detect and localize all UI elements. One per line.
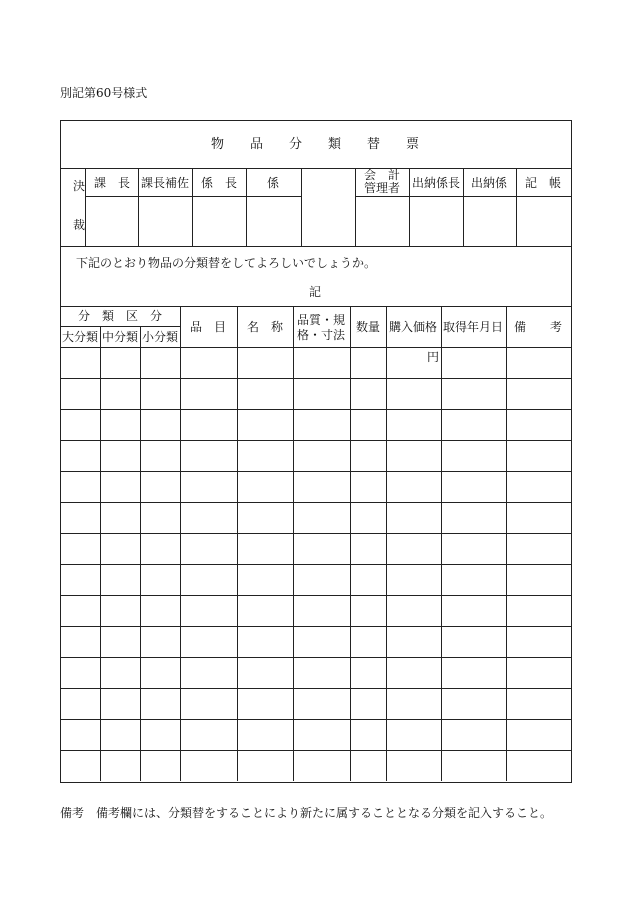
price-header: 購入価格 — [388, 320, 438, 334]
table-row-line — [60, 750, 572, 751]
table-row-line — [60, 533, 572, 534]
approval-header-kicho: 記 帳 — [524, 176, 562, 190]
approval-bottom-line — [60, 246, 572, 247]
title-divider — [60, 168, 572, 169]
major-category-header: 大分類 — [61, 330, 99, 344]
left-approval-col-line — [246, 168, 247, 246]
table-row-line — [60, 378, 572, 379]
form-frame — [60, 120, 572, 783]
category-header: 分 類 区 分 — [77, 309, 163, 323]
approval-header-kaikei-line2: 管理者 — [363, 181, 401, 195]
table-row-line — [60, 440, 572, 441]
minor-category-header: 小分類 — [141, 330, 179, 344]
form-title: 物 品 分 類 替 票 — [210, 137, 420, 152]
quality-header-line1: 品質・規 — [296, 313, 346, 327]
approval-label-divider — [85, 168, 86, 246]
approval-header-suitokakari: 出納係 — [470, 176, 508, 190]
acquired-date-header: 取得年月日 — [442, 320, 504, 334]
ketsu-label: 決 — [73, 179, 86, 193]
table-row-line — [60, 564, 572, 565]
approval-header-suitokakaricho: 出納係長 — [411, 176, 461, 190]
table-row-line — [60, 409, 572, 410]
approval-header-kaikei-line1: 会 計 — [363, 168, 401, 182]
ki-label: 記 — [308, 285, 322, 299]
approval-header-kakaricho: 係 長 — [200, 176, 238, 190]
table-row-line — [60, 595, 572, 596]
yen-unit: 円 — [427, 350, 440, 364]
form-number: 別記第60号様式 — [60, 86, 148, 100]
right-approval-col-line — [463, 168, 464, 246]
table-row-line — [60, 502, 572, 503]
sai-label: 裁 — [73, 218, 86, 232]
item-header: 品 目 — [189, 320, 227, 334]
left-approval-col-line — [192, 168, 193, 246]
name-header: 名 称 — [246, 320, 284, 334]
left-approval-col-line — [138, 168, 139, 246]
table-row-line — [60, 657, 572, 658]
table-col-line — [100, 326, 101, 781]
quantity-header: 数量 — [355, 320, 381, 334]
approval-header-kacho: 課 長 — [93, 176, 131, 190]
footnote: 備考 備考欄には、分類替をすることにより新たに属することとなる分類を記入すること。 — [60, 806, 553, 820]
table-row-line — [60, 719, 572, 720]
left-approval-col-line — [301, 168, 302, 246]
right-approval-col-line — [409, 168, 410, 246]
table-col-line — [140, 326, 141, 781]
approval-header-kakari: 係 — [266, 176, 280, 190]
right-approval-col-line — [355, 168, 356, 246]
table-row-line — [60, 471, 572, 472]
table-row-line — [60, 688, 572, 689]
request-text: 下記のとおり物品の分類替をしてよろしいでしょうか。 — [76, 256, 377, 270]
remarks-header: 備 考 — [513, 320, 563, 334]
table-top-line — [60, 306, 572, 307]
left-approval-header-line — [85, 196, 301, 197]
approval-header-kachohosa: 課長補佐 — [140, 176, 190, 190]
table-header-bottom-line — [60, 347, 572, 348]
table-row-line — [60, 626, 572, 627]
quality-header-line2: 格・寸法 — [296, 328, 346, 342]
category-sub-line — [60, 326, 180, 327]
right-approval-col-line — [516, 168, 517, 246]
middle-category-header: 中分類 — [101, 330, 139, 344]
